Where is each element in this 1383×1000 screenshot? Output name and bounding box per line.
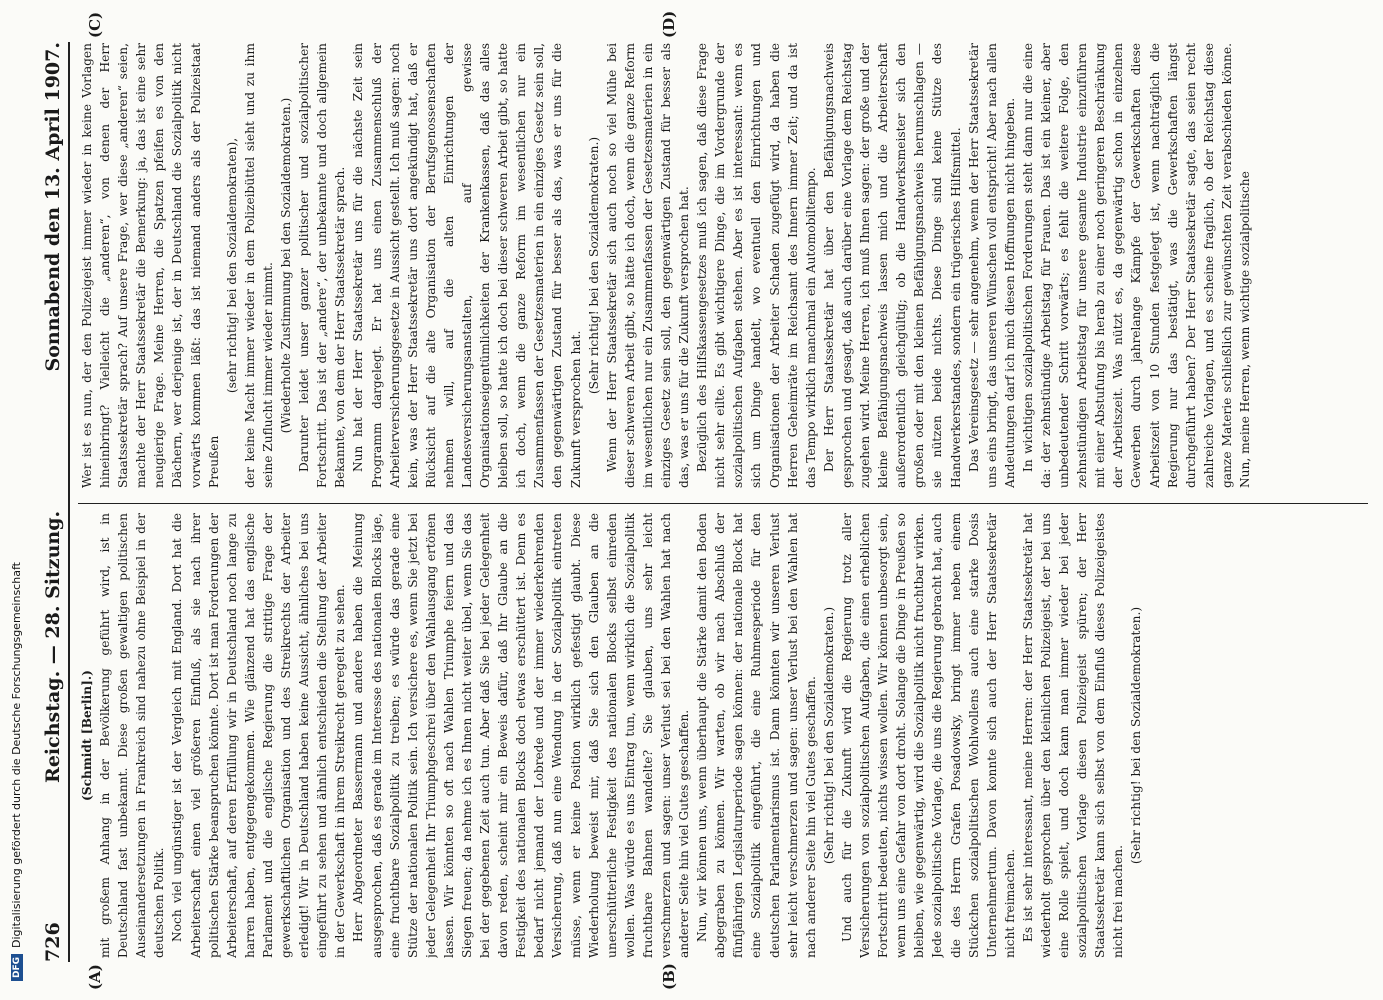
- column-divider: [78, 503, 1368, 504]
- margin-mark-b: (B): [660, 963, 678, 990]
- credit-text: Digitalisierung gefördert durch die Deutsche Forschungsgemeinschaft: [10, 562, 23, 948]
- digitization-credit: [10, 562, 23, 981]
- paragraph: Der Herr Staatssekretär hat über den Befähigungsnachweis gesprochen und gesagt, daß auch darüber eine Vorlage dem Reichstag zugehen wird. Meine Herren, ich muß Ihnen sagen: der große und der kleine Befähigungsnachweis lassen mich und die Arbeiterschaft außerordentlich gleichgültig; ob die Handwerksmeister sich den großen oder mit den kleinen Befähigungsnachweis herumschlagen — sie nützen beide nichts. Diese Dinge sind keine Stütze des Handwerkerstandes, sondern ein trügerisches Hilfsmittel.: [821, 43, 963, 488]
- margin-mark-c: (C): [86, 11, 104, 38]
- paragraph: Nun, wir können uns, wenn überhaupt die Stärke damit den Boden abgegraben zu können. Wir warten, ob wir nach Abschluß der fünfjährigen Legislaturperiode sagen können: der nationale Block hat eine Sozialpolitik eingeführt, die eine Ruhmesperiode für den deutschen Parlamentarismus ist. Dann könnten wir unseren Verlust sehr leicht verschmerzen und sagen: unser Verlust bei den Wahlen hat nach anderer Seite hin viel Gutes geschaffen.: [695, 513, 818, 958]
- session-title: Reichstag. — 28. Sitzung.: [42, 510, 64, 783]
- paragraph: In wichtigen sozialpolitischen Forderungen steht dann nur die eine da: der zehnstündige Arbeitstag für Frauen. Das ist ein kleiner, aber unbedeutender Schritt vorwärts; es fehlt die weitere Folge, den zehnstündigen Arbeitstag für unsere gesamte Industrie einzuführen mit einer Abstufung bis herab zu einer noch geringeren Beschränkung der Arbeitszeit. Was nützt es, da gegenwärtig schon in einzelnen Gewerben durch jahrelange Kämpfe der Gewerkschaften diese Arbeitszeit von 10 Stunden festgelegt ist, wenn nachträglich die Regierung nur das bestätigt, was die Gewerkschaften längst durchgeführt haben? Der Herr Staatssekretär sagte, das seien recht zahlreiche Vorlagen, und es scheine fraglich, ob der Reichstag diese ganze Materie schließlich zur gewünschten Zeit verabschieden könne. Nun, meine Herren, wenn wichtige sozialpolitische: [1020, 43, 1252, 488]
- page-number: 726: [42, 922, 64, 962]
- margin-mark-a: (A): [86, 964, 104, 990]
- interjection: (sehr richtig! bei den Sozialdemokraten),: [224, 137, 239, 394]
- paragraph: Es ist sehr interessant, meine Herren: der Herr Staatssekretär hat wiederholt gesprochen über den kleinlichen Polizeigeist, der bei uns eine Rolle spielt, und doch kann man immer wieder bei jeder sozialpolitischen Vorlage diesen Polizeigeist spüren; der Herr Staatssekretär kann sich selbst von dem Einfluß dieses Polizeigeistes nicht frei machen.: [1020, 513, 1126, 958]
- paragraph: Darunter leidet unser ganzer politischer und sozialpolitischer Fortschritt. Das ist der „andere“, der unbekannte und doch allgemein Bekannte, von dem der Herr Staatssekretär sprach.: [297, 43, 348, 488]
- interjection: (Sehr richtig! bei den Sozialdemokraten.): [821, 606, 836, 865]
- session-date: Sonnabend den 13. April 1907.: [42, 42, 64, 372]
- paragraph: Nun hat der Herr Staatssekretär uns für die nächste Zeit sein Programm dargelegt. Er hat uns einen Zusammenschluß der Arbeiterversicherungsgesetze in Aussicht gestellt. Ich muß sagen: noch kein, was der Herr Staatssekretär uns dort angekündigt hat, daß er Rücksicht auf die alte Organisation der Berufsgenossenschaften nehmen will, auf die alten Einrichtungen der Landesversicherungsanstalten, auf gewisse Organisationseigentümlichkeiten der Krankenkassen, daß das alles bleiben soll, so hatte ich doch bei dieser schweren Arbeit gibt, so hatte ich doch, wenn die ganze Reform im wesentlichen nur ein Zusammenfassen der Gesetzesmaterien in ein einziges Gesetz sein soll, den gegenwärtigen Zustand für besser als das, was er uns für die Zukunft versprochen hat.: [351, 43, 583, 488]
- paragraph: Bezüglich des Hilfskassengesetzes muß ich sagen, daß diese Frage nicht sehr eilte. Es gibt wichtigere Dinge, die im Vordergrunde der sozialpolitischen Aufgaben stehen. Aber es ist interessant: wenn es sich um Dinge handelt, wo eventuell den Einrichtungen und Organisationen der Arbeiter Schaden zugefügt wird, da haben die Herren Geheimräte im Reichsamt des Innern immer Zeit; und da ist das Tempo wirklich manchmal ein Automobiltempo.: [695, 43, 818, 488]
- speaker-line: (Schmidt [Berlin].): [80, 670, 94, 801]
- left-column: [78, 513, 1378, 958]
- paragraph: Und auch für die Zukunft wird die Regierung trotz aller Versicherungen von sozialpolitischen Aufgaben, die einen erheblichen Fortschritt bedeuten, nichts wissen wollen. Wir können unbesorgt sein, wenn uns eine Gefahr von dort droht. Solange die Dinge in Preußen so bleiben, wie gegenwärtig, wird die Sozialpolitik nicht fruchtbar wirken. Jede sozialpolitische Vorlage, die uns die Regierung gebracht hat, auch die des Herrn Grafen Posadowsky, bringt immer neben einem Stückchen sozialpolitischen Wohlwollens auch eine starke Dosis Unternehmertum. Davon konnte sich auch der Herr Staatssekretär nicht freimachen.: [839, 513, 1017, 958]
- margin-mark-d: (D): [660, 10, 678, 38]
- paragraph: Noch viel ungünstiger ist der Vergleich mit England. Dort hat die Arbeiterschaft einen viel größeren Einfluß, als sie nach ihrer politischen Stärke beanspruchen könnte. Dort ist man Forderungen der Arbeiterschaft, auf deren Erfüllung wir in Deutschland noch lange zu harren haben, entgegengekommen. Wie glänzend hat das englische Parlament und die englische Regierung die strittige Frage der gewerkschaftlichen Organisation und des Streikrechts der Arbeiter erledigt! Wir in Deutschland haben keine Aussicht, ähnliches bei uns eingeführt zu sehen und ähnlich entschieden die Stellung der Arbeiter in der Gewerkschaft in ihrem Streikrecht geregelt zu sehen.: [170, 513, 348, 958]
- interjection: (Wiederholte Zustimmung bei den Sozialdemokraten.): [279, 97, 294, 434]
- dfg-logo: DFG: [11, 954, 23, 981]
- paragraph: der keine Macht immer wieder in dem Polizeibüttel sieht und zu ihm seine Zuflucht immer wieder nimmt.: [242, 43, 275, 488]
- right-column: [78, 43, 1378, 488]
- interjection: (Sehr richtig! bei den Sozialdemokraten.): [1129, 606, 1144, 865]
- page-header: [28, 42, 70, 962]
- paragraph: Herr Abgeordneter Bassermann und andere haben die Meinung ausgesprochen, daß es gerade im Interesse des nationalen Blocks läge, eine fruchtbare Sozialpolitik zu treiben; es würde das gerade eine Stütze der nationalen Politik sein. Ich versichere es, wenn Sie jetzt bei jeder Gelegenheit Ihr Triumphgeschrei über den Wahlausgang ertönen lassen. Wir könnten so oft nach Wahlen Triumphe feiern und das Siegen freuen; da nehme ich es Ihnen nicht weiter übel, wenn Sie das bei der gegebenen Zeit auch tun. Aber daß Sie bei jeder Gelegenheit davon reden, scheint mir ein Beweis dafür, daß Ihr Glaube an die Festigkeit des nationalen Blocks doch etwas erschüttert ist. Denn es bedarf nicht jemand der Lobrede und der immer wiederkehrenden Versicherung, daß nun eine Wendung in der Sozialpolitik eintreten müsse, wenn er keine Position wirklich gefestigt glaubt. Diese Wiederholung beweist mir, daß Sie sich den Glauben an die unerschütterliche Festigkeit des nationalen Blocks selbst einreden wollen. Was würde es uns Eintrag tun, wenn wirklich die Sozialpolitik fruchtbare Bahnen wandelte? Sie glauben, uns sehr leicht verschmerzen und sagen: unser Verlust sei bei den Wahlen hat nach anderer Seite hin viel Gutes geschaffen.: [351, 513, 692, 958]
- paragraph: Wer ist es nun, der den Polizeigeist immer wieder in keine Vorlagen hineinbringt? Vielleicht die „anderen“, von denen der Herr Staatssekretär sprach? Auf unsere Frage, wer diese „anderen“ seien, machte der Herr Staatssekretär die Bemerkung: ja, das ist eine sehr neugierige Frage. Meine Herren, die Spatzen pfeifen es von den Dächern, wer derjenige ist, der in Deutschland die Sozialpolitik nicht vorwärts kommen läßt: das ist niemand anders als der Polizeistaat Preußen: [80, 43, 221, 488]
- paragraph: Das Vereinsgesetz — sehr angenehm, wenn der Herr Staatssekretär uns eins bringt, das unseren Wünschen voll entspricht! Aber nach allen Andeutungen darf ich mich diesen Hoffnungen nicht hingeben.: [966, 43, 1017, 488]
- paragraph: Wenn der Herr Staatssekretär sich auch noch so viel Mühe bei dieser schweren Arbeit gibt, so hätte ich doch, wenn die ganze Reform im wesentlichen nur ein Zusammenfassen der Gesetzesmaterien in ein einziges Gesetz sein soll, den gegenwärtigen Zustand für besser als das, was er uns für die Zukunft versprochen hat.: [604, 43, 692, 488]
- interjection: (Sehr richtig! bei den Sozialdemokraten.): [586, 136, 601, 395]
- paragraph: mit großem Anhang in der Bevölkerung geführt wird, ist in Deutschland fast unbekannt. Diese großen gewaltigen politischen Auseinandersetzungen in Frankreich sind nahezu ohne Beispiel in der deutschen Politik.: [98, 513, 167, 958]
